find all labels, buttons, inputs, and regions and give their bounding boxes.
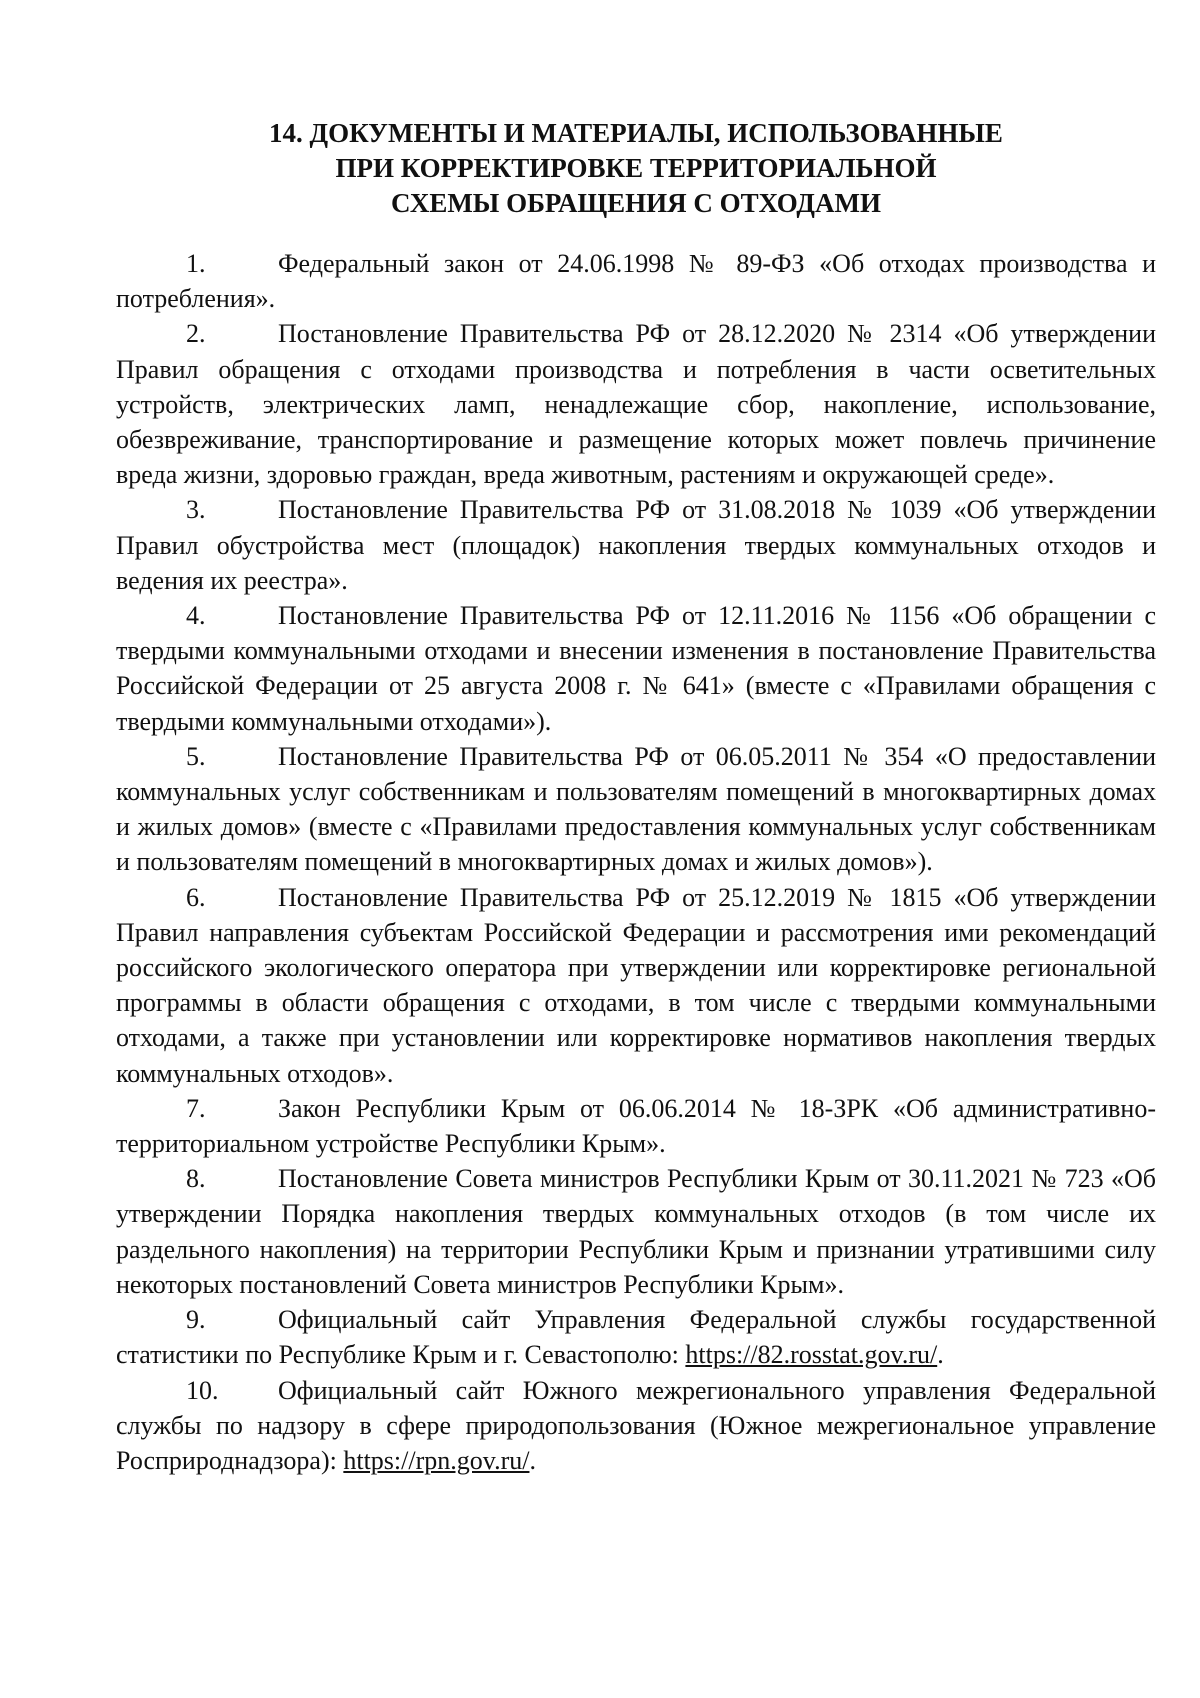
reference-text: Федеральный закон от 24.06.1998 № 89-ФЗ «Об отходах производства и потребления». [116,249,1156,314]
reference-number: 4. [186,601,206,631]
reference-item [116,1302,1156,1372]
reference-text: Постановление Совета министров Республики Крым от 30.11.2021 № 723 «Об утверждении Порядка накопления твердых коммунальных отходов (в том числе их раздельного накопления) на территории Республики Крым и признании утратившими силу некоторых постановлений Совета министров Республики Крым». [116,1164,1156,1299]
section-heading [116,116,1156,221]
reference-number: 8. [186,1164,206,1194]
reference-item [116,598,1156,739]
reference-text: Закон Республики Крым от 06.06.2014 № 18-ЗРК «Об административно-территориальном устройстве Республики Крым». [116,1093,1156,1159]
heading-line-2: ПРИ КОРРЕКТИРОВКЕ ТЕРРИТОРИАЛЬНОЙ [335,153,937,183]
reference-number: 5. [186,741,206,771]
reference-number: 1. [186,249,206,278]
reference-item [116,880,1156,1091]
reference-text: Постановление Правительства РФ от 31.08.2018 № 1039 «Об утверждении Правил обустройства мест (площадок) накопления твердых коммунальных отходов и ведения их реестра». [116,495,1156,595]
heading-line-3: СХЕМЫ ОБРАЩЕНИЯ С ОТХОДАМИ [391,188,881,218]
reference-text: Официальный сайт Управления Федеральной службы государственной статистики по Республике Крым и г. Севастополю: [116,1305,1156,1370]
reference-number: 3. [186,495,206,525]
reference-text: Официальный сайт Южного межрегионального управления Федеральной службы по надзору в сфере природопользования (Южное межрегиональное управление Росприроднадзора): [116,1375,1156,1475]
reference-item [116,246,1156,316]
heading-line-1: 14. ДОКУМЕНТЫ И МАТЕРИАЛЫ, ИСПОЛЬЗОВАННЫЕ [269,118,1003,148]
reference-item [116,316,1156,492]
reference-number: 2. [186,319,206,349]
reference-item [116,1091,1156,1161]
reference-text: Постановление Правительства РФ от 25.12.2019 № 1815 «Об утверждении Правил направления субъектам Российской Федерации и рассмотрения ими рекомендаций российского экологического оператора при утверждении или корректировке региональной программы в области обращения с отходами, в том числе с твердыми коммунальными отходами, а также при установлении или корректировке нормативов накопления твердых коммунальных отходов». [116,882,1156,1088]
reference-item [116,1161,1156,1302]
reference-number: 9. [186,1305,206,1335]
rosstat-link[interactable]: https://82.rosstat.gov.ru/ [685,1340,938,1370]
reference-list [116,246,1156,1478]
reference-end-punct: . [529,1445,536,1475]
reference-text: Постановление Правительства РФ от 28.12.2020 № 2314 «Об утверждении Правил обращения с отходами производства и потребления в части осветительных устройств, электрических ламп, ненадлежащие сбор, накопление, использование, обезвреживание, транспортирование и размещение которых может повлечь причинение вреда жизни, здоровью граждан, вреда животным, растениям и окружающей среде». [116,319,1156,490]
reference-text: Постановление Правительства РФ от 12.11.2016 № 1156 «Об обращении с твердыми коммунальными отходами и внесении изменения в постановление Правительства Российской Федерации от 25 августа 2008 г. № 641» (вместе с «Правилами обращения с твердыми коммунальными отходами»). [116,601,1156,736]
reference-number: 10. [186,1375,219,1405]
reference-end-punct: . [937,1340,944,1370]
reference-text: Постановление Правительства РФ от 06.05.2011 № 354 «О предоставлении коммунальных услуг собственникам и пользователям помещений в многоквартирных домах и жилых домов» (вместе с «Правилами предоставления коммунальных услуг собственникам и пользователям помещений в многоквартирных домах и жилых домов»). [116,741,1156,877]
reference-number: 7. [186,1093,206,1123]
reference-item [116,739,1156,880]
reference-number: 6. [186,882,206,912]
reference-item [116,1373,1156,1479]
rpn-link[interactable]: https://rpn.gov.ru/ [343,1445,530,1475]
reference-item [116,492,1156,598]
